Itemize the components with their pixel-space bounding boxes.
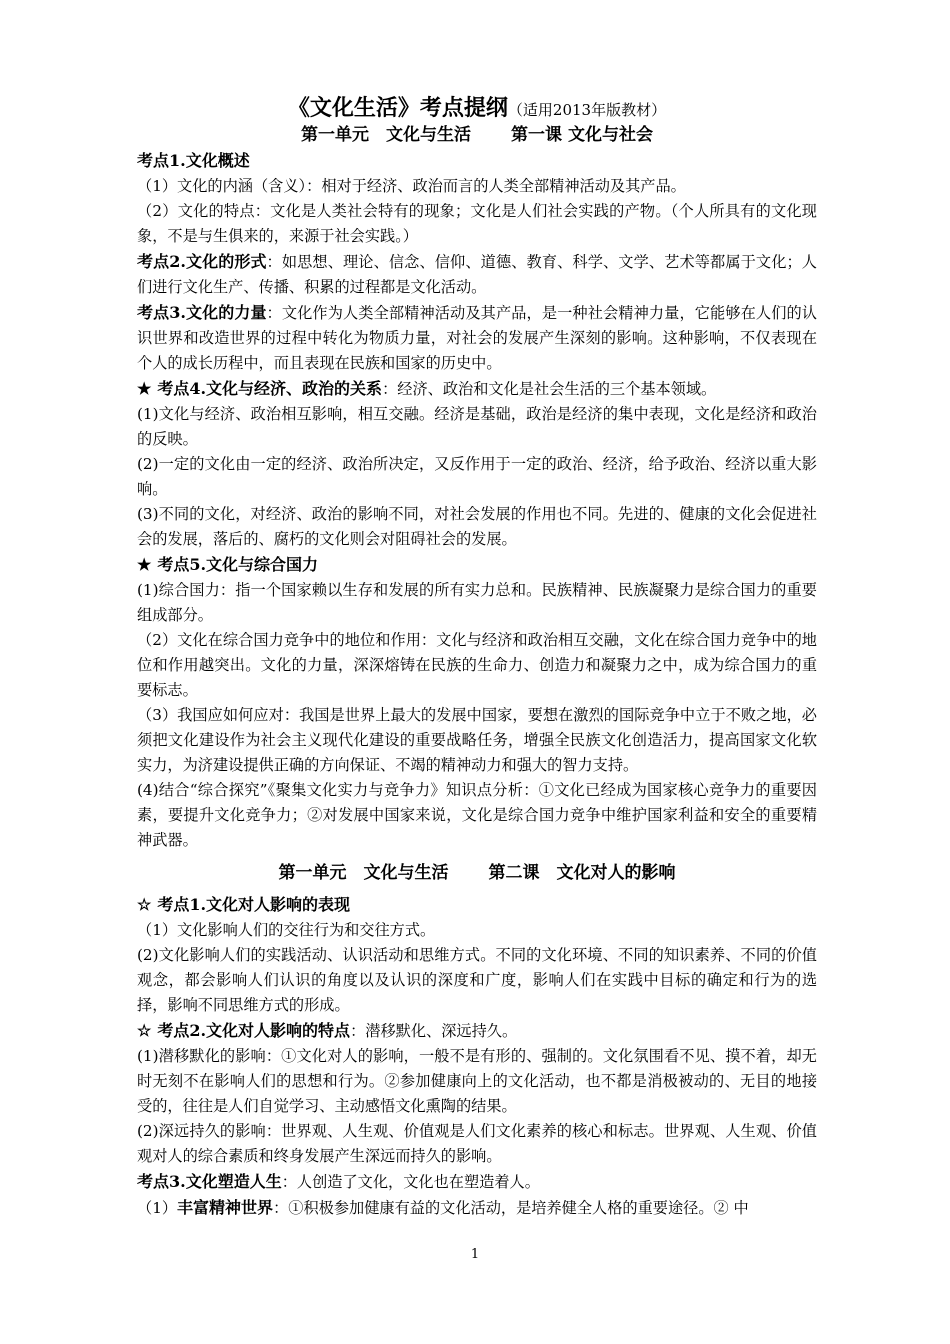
unit-heading-1 bbox=[137, 123, 817, 148]
j1-head: 考点1.文化对人影响的表现 bbox=[157, 895, 351, 914]
j3-p1-text: ：①积极参加健康有益的文化活动，是培养健全人格的重要途径。② 中 bbox=[273, 1199, 749, 1217]
unit-name: 第一单元 文化与生活 bbox=[301, 125, 472, 145]
k5-p1: (1)综合国力：指一个国家赖以生存和发展的所有实力总和。民族精神、民族凝聚力是综合国力的重要组成部分。 bbox=[137, 581, 817, 624]
page-number: 1 bbox=[470, 1247, 480, 1262]
j2-para bbox=[137, 1018, 817, 1044]
lesson-name: 第一课 文化与社会 bbox=[511, 125, 653, 145]
star-icon: ★ bbox=[137, 555, 152, 574]
j3-p1-lead: （1） bbox=[137, 1199, 178, 1217]
k5-heading bbox=[137, 552, 817, 578]
k1-p2: （2）文化的特点：文化是人类社会特有的现象；文化是人们社会实践的产物。（个人所具有的文化现象，不是与生俱来的，来源于社会实践。） bbox=[137, 202, 817, 245]
j2-p2: (2)深远持久的影响：世界观、人生观、价值观是人们文化素养的核心和标志。世界观、人生观、价值观对人的综合素质和终身发展产生深远而持久的影响。 bbox=[137, 1122, 817, 1165]
j2-p1: (1)潜移默化的影响：①文化对人的影响，一般不是有形的、强制的。文化氛围看不见、摸不着，却无时无刻不在影响人们的思想和行为。②参加健康向上的文化活动，也不都是消极被动的、无目的地接受的，往往是人们自觉学习、主动感悟文化熏陶的结果。 bbox=[137, 1047, 817, 1115]
k4-p2: (2)一定的文化由一定的经济、政治所决定，又反作用于一定的政治、经济，给予政治、经济以重大影响。 bbox=[137, 455, 817, 498]
title-main: 《文化生活》考点提纲 bbox=[287, 95, 508, 121]
k4-p1: (1)文化与经济、政治相互影响，相互交融。经济是基础，政治是经济的集中表现，文化是经济和政治的反映。 bbox=[137, 405, 817, 448]
j1-p2: (2)文化影响人们的实践活动、认识活动和思维方式。不同的文化环境、不同的知识素养、不同的价值观念，都会影响人们认识的角度以及认识的深度和广度，影响人们在实践中目标的确定和行为的选择，影响不同思维方式的形成。 bbox=[137, 946, 817, 1014]
k5-p4: (4)结合“综合探究”《聚集文化实力与竞争力》知识点分析：①文化已经成为国家核心竞争力的重要因素，要提升文化竞争力；②对发展中国家来说，文化是综合国力竞争中维护国家利益和安全的重要精神武器。 bbox=[137, 781, 817, 849]
k4-head: 考点4.文化与经济、政治的关系 bbox=[157, 379, 383, 398]
unit-heading-2 bbox=[137, 861, 817, 886]
j3-text: ：人创造了文化，文化也在塑造着人。 bbox=[281, 1173, 540, 1191]
k2-para bbox=[137, 249, 817, 300]
hollow-star-icon: ☆ bbox=[137, 895, 152, 914]
document-page bbox=[137, 95, 817, 1221]
k4-para bbox=[137, 376, 817, 402]
k5-p3: （3）我国应如何应对：我国是世界上最大的发展中国家，要想在激烈的国际竞争中立于不败之地，必须把文化建设作为社会主义现代化建设的重要战略任务，增强全民族文化创造活力，提高国家文化软实力，为济建设提供正确的方向保证、不竭的精神动力和强大的智力支持。 bbox=[137, 706, 817, 774]
j1-p1: （1）文化影响人们的交往行为和交往方式。 bbox=[137, 921, 436, 939]
k5-p2: （2）文化在综合国力竞争中的地位和作用：文化与经济和政治相互交融，文化在综合国力竞争中的地位和作用越突出。文化的力量，深深熔铸在民族的生命力、创造力和凝聚力之中，成为综合国力的重要标志。 bbox=[137, 631, 817, 699]
j3-para bbox=[137, 1169, 817, 1195]
k3-para bbox=[137, 300, 817, 376]
k1-heading bbox=[137, 148, 817, 174]
k3-text: ：文化作为人类全部精神活动及其产品，是一种社会精神力量，它能够在人们的认识世界和改造世界的过程中转化为物质力量，对社会的发展产生深刻的影响。这种影响，不仅表现在个人的成长历程中，而且表现在民族和国家的历史中。 bbox=[137, 304, 817, 372]
k2-head: 考点2.文化的形式 bbox=[137, 252, 267, 271]
lesson-name: 第二课 文化对人的影响 bbox=[488, 863, 676, 883]
title-sub: （适用2013年版教材） bbox=[507, 101, 667, 119]
k1-p1: （1）文化的内涵（含义）：相对于经济、政治而言的人类全部精神活动及其产品。 bbox=[137, 177, 686, 195]
j1-heading bbox=[137, 892, 817, 918]
hollow-star-icon: ☆ bbox=[137, 1021, 152, 1040]
k4-p3: (3)不同的文化，对经济、政治的影响不同，对社会发展的作用也不同。先进的、健康的文化会促进社会的发展，落后的、腐朽的文化则会对阻碍社会的发展。 bbox=[137, 505, 817, 548]
k5-head: 考点5.文化与综合国力 bbox=[157, 555, 319, 574]
j2-text: ：潜移默化、深远持久。 bbox=[350, 1022, 518, 1040]
k3-head: 考点3.文化的力量 bbox=[137, 303, 267, 322]
k1-head: 考点1.文化概述 bbox=[137, 151, 250, 170]
j3-p1-head: 丰富精神世界 bbox=[177, 1198, 274, 1217]
document-title bbox=[137, 95, 817, 123]
j2-head: 考点2.文化对人影响的特点 bbox=[157, 1021, 351, 1040]
k4-text: ：经济、政治和文化是社会生活的三个基本领域。 bbox=[382, 380, 717, 398]
j3-head: 考点3.文化塑造人生 bbox=[137, 1172, 282, 1191]
j3-p1 bbox=[137, 1195, 817, 1221]
star-icon: ★ bbox=[137, 379, 152, 398]
k2-text: ：如思想、理论、信念、信仰、道德、教育、科学、文学、艺术等都属于文化；人们进行文化生产、传播、积累的过程都是文化活动。 bbox=[137, 253, 817, 296]
unit-name: 第一单元 文化与生活 bbox=[278, 863, 449, 883]
